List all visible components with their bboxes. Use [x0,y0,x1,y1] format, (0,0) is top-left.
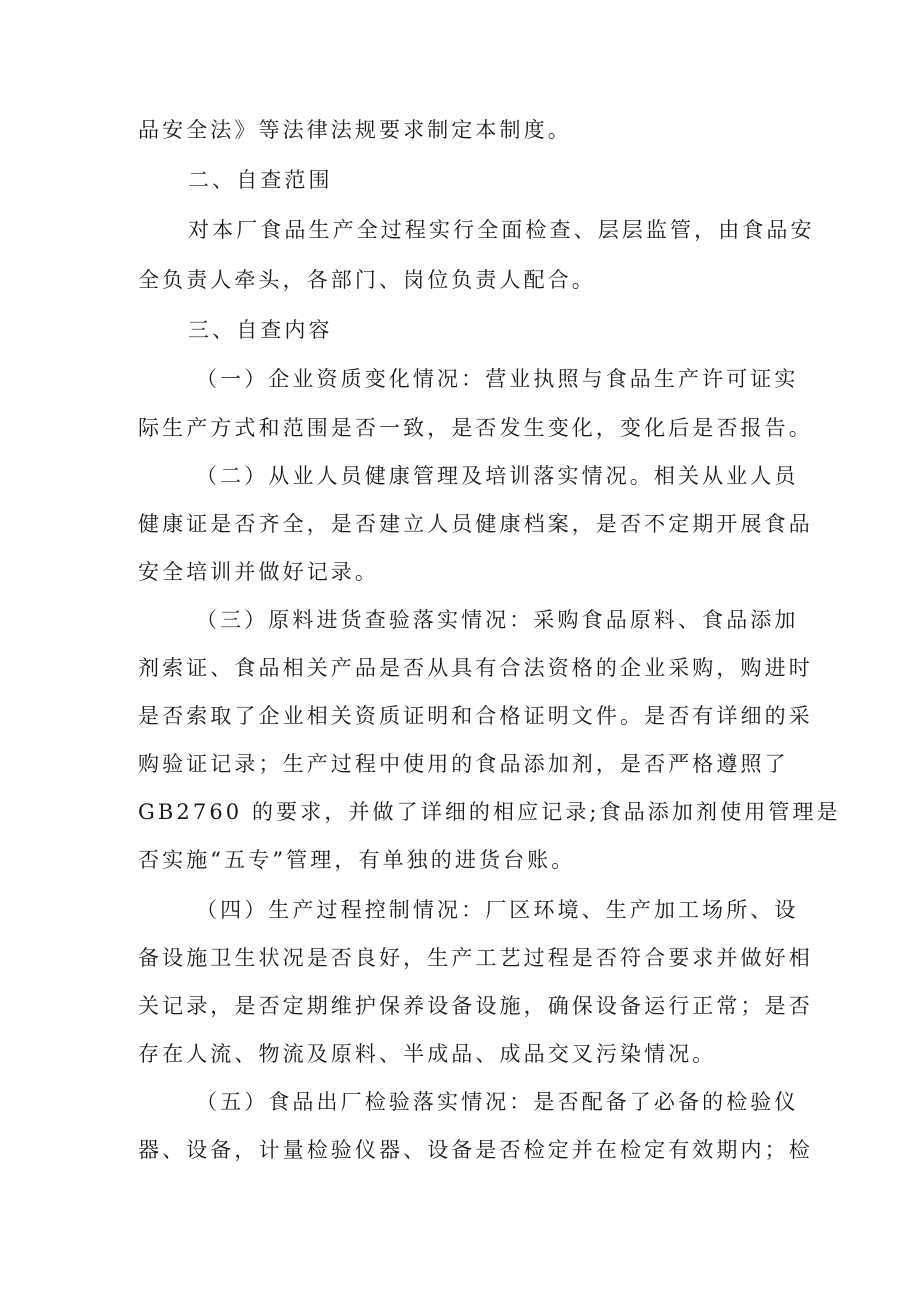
text-line: （五）食品出厂检验落实情况：是否配备了必备的检验仪 [196,1090,799,1114]
text-line: （三）原料进货查验落实情况：采购食品原料、食品添加 [196,608,799,632]
text-line: 是否索取了企业相关资质证明和合格证明文件。是否有详细的采 [138,704,813,728]
text-line: 际生产方式和范围是否一致，是否发生变化，变化后是否报告。 [138,416,813,440]
text-line: GB2760 的要求，并做了详细的相应记录;食品添加剂使用管理是 [138,800,841,824]
text-line: 健康证是否齐全，是否建立人员健康档案，是否不定期开展食品 [138,512,813,536]
text-line: 对本厂食品生产全过程实行全面检查、层层监管，由食品安 [188,218,815,242]
text-line: 关记录，是否定期维护保养设备设施，确保设备运行正常；是否 [138,994,813,1018]
text-line: （二）从业人员健康管理及培训落实情况。相关从业人员 [196,464,799,488]
text-line: （一）企业资质变化情况：营业执照与食品生产许可证实 [196,367,799,391]
text-line: 备设施卫生状况是否良好，生产工艺过程是否符合要求并做好相 [138,946,813,970]
section-heading-content: 三、自查内容 [188,318,333,342]
text-line: 剂索证、食品相关产品是否从具有合法资格的企业采购，购进时 [138,656,813,680]
text-line: 存在人流、物流及原料、半成品、成品交叉污染情况。 [138,1042,717,1066]
text-line: （四）生产过程控制情况：厂区环境、生产加工场所、设 [196,898,799,922]
text-line: 品安全法》等法律法规要求制定本制度。 [138,118,572,142]
text-line: 安全培训并做好记录。 [138,560,379,584]
text-line: 购验证记录；生产过程中使用的食品添加剂，是否严格遵照了 [138,752,789,776]
text-line: 器、设备，计量检验仪器、设备是否检定并在检定有效期内；检 [138,1138,813,1162]
text-line: 否实施“五专”管理，有单独的进货台账。 [138,848,576,872]
section-heading-scope: 二、自查范围 [188,168,333,192]
text-line: 全负责人牵头，各部门、岗位负责人配合。 [138,268,596,292]
